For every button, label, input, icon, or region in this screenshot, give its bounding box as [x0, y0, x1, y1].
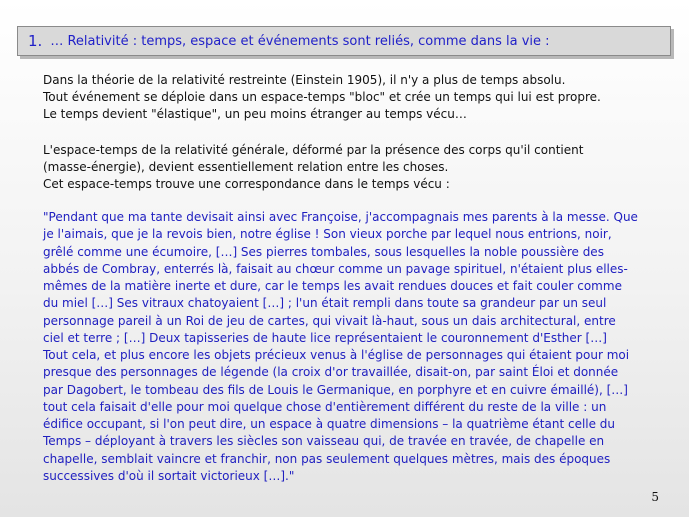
section-number: 1.	[28, 32, 43, 50]
quote-line: grêlé comme une écumoire, […] Ses pierres tombales, sous lesquelles la noble poussière des	[43, 244, 604, 259]
quote-line: ciel et terre ; […] Deux tapisseries de haute lice représentaient le couronnement d'Esther […]	[43, 330, 607, 345]
text-line: Cet espace-temps trouve une correspondance dans le temps vécu :	[43, 177, 450, 191]
text-line: Tout événement se déploie dans un espace-temps "bloc" et crée un temps qui lui est propre.	[43, 90, 601, 104]
text-line: (masse-énergie), devient essentiellement relation entre les choses.	[43, 160, 449, 174]
page-number: 5	[651, 490, 659, 504]
quote-line: personnage pareil à un Roi de jeu de cartes, qui vivait là-haut, sous un dais architectural, entre	[43, 313, 616, 328]
quote-line: successives d'où il sortait victorieux […]."	[43, 468, 295, 483]
quote-line: mêmes de la matière inerte et dure, car le temps les avait rendues douces et fait couler comme	[43, 279, 622, 293]
quote-line: du miel […] Ses vitraux chatoyaient […] ; l'un était rempli dans toute sa grandeur par un seul	[43, 296, 607, 311]
slide-title-bar	[17, 26, 671, 56]
slide-title: … Relativité : temps, espace et événements sont reliés, comme dans la vie :	[50, 33, 550, 49]
text-line: L'espace-temps de la relativité générale, déformé par la présence des corps qu'il contient	[43, 143, 584, 157]
paragraph-relativite-generale	[43, 142, 583, 193]
quote-line: chapelle, semblait vaincre et franchir, non pas seulement quelques mètres, mais des époques	[43, 451, 611, 466]
text-line: Le temps devient "élastique", un peu moins étranger au temps vécu…	[43, 107, 467, 121]
quote-line: par Dagobert, le tombeau des fils de Louis le Germanique, en porphyre et en cuivre émaillé), […]	[43, 382, 628, 397]
quote-line: tout cela faisait d'elle pour moi quelque chose d'entièrement différent du reste de la ville : un	[43, 399, 607, 414]
proust-quote	[43, 209, 638, 485]
quote-line: abbés de Combray, enterrés là, faisait au chœur comme un pavage spirituel, n'étaient plus elles-	[43, 261, 628, 276]
quote-line: édifice occupant, si l'on peut dire, un espace à quatre dimensions – la quatrième étant celle du	[43, 417, 616, 431]
quote-line: je l'aimais, que je la revois bien, notre église ! Son vieux porche par lequel nous entrions, noir,	[43, 227, 612, 242]
quote-line: Tout cela, et plus encore les objets précieux venus à l'église de personnages qui étaient pour moi	[43, 348, 630, 362]
quote-line: "Pendant que ma tante devisait ainsi avec Françoise, j'accompagnais mes parents à la messe. Que	[43, 210, 638, 224]
quote-line: Temps – déployant à travers les siècles son vaisseau qui, de travée en travée, de chapelle en	[43, 434, 605, 449]
quote-line: presque des personnages de légende (la croix d'or travaillée, disait-on, par saint Éloi et donnée	[43, 365, 619, 380]
paragraph-relativite-restreinte	[43, 72, 601, 123]
text-line: Dans la théorie de la relativité restreinte (Einstein 1905), il n'y a plus de temps absolu.	[43, 73, 566, 87]
